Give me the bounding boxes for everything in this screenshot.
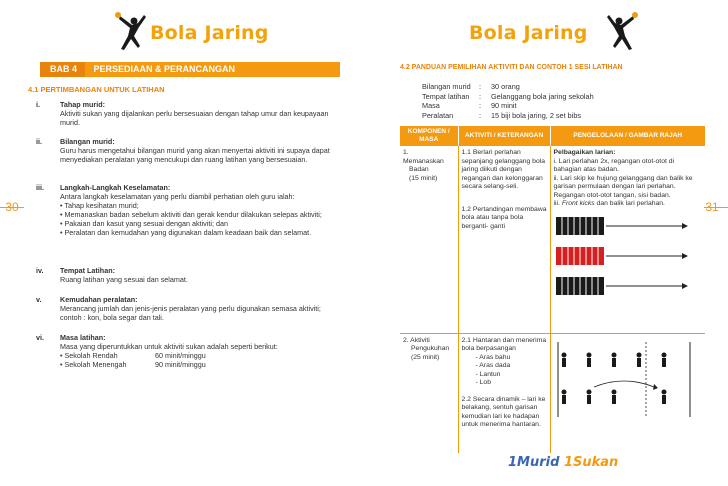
page-number: 30 xyxy=(5,200,19,214)
chapter-number: BAB 4 xyxy=(40,62,85,77)
runners-group-black xyxy=(556,217,688,235)
table-cell: 2. Aktiviti Pengukuhan (25 minit) xyxy=(400,333,458,453)
list-item: vi. Masa latihan: Masa yang diperuntukkan untuk aktiviti sukan adalah seperti berikut: • Sekolah Rendah 60 minit/minggu • Sekolah Menengah 90 minit/minggu xyxy=(60,333,335,369)
page-title: Bola Jaring xyxy=(150,22,269,44)
table-row xyxy=(400,146,705,333)
warmup-diagram xyxy=(554,215,694,303)
netball-player-icon xyxy=(605,12,639,56)
table-cell: 1. Memanaskan Badan (15 minit) xyxy=(400,146,458,333)
passing-diagram xyxy=(554,337,694,447)
table-header: PENGELOLAAN / GAMBAR RAJAH xyxy=(550,126,705,146)
list-item: i. Tahap murid: Aktiviti sukan yang dijalankan perlu bersesuaian dengan tahap umur dan keupayaan murid. xyxy=(36,100,329,127)
chapter-banner xyxy=(40,62,340,77)
section-heading: 4.1 PERTIMBANGAN UNTUK LATIHAN xyxy=(28,85,165,94)
netball-player-icon xyxy=(114,12,148,56)
runners-group-red xyxy=(556,247,688,265)
list-item: v. Kemudahan peralatan: Merancang jumlah dan jenis-jenis peralatan yang perlu digunakan semasa aktiviti; contoh : kon, bola segar dan tali. xyxy=(36,295,321,322)
time-row: • Sekolah Menengah 90 minit/minggu xyxy=(60,360,206,369)
table-cell: 1.1 Berlari perlahan sepanjang gelanggang bola jaring diikuti dengan regangan dan kelonggaran secara selang-seli. 1.2 Pertandingan membawa bola atau tanpa bola berganti- ganti xyxy=(458,146,550,333)
bullet-list: • Tahap kesihatan murid; • Memanaskan badan sebelum aktiviti dan gerak kendur dilakukan selepas aktiviti; • Pakaian dan kasut yang sesuai dengan aktiviti; dan • Peralatan dan kemudahan yang digunakan dalam keadaan baik dan selamat. xyxy=(60,201,335,237)
table-cell xyxy=(550,333,705,453)
table-header: KOMPONEN / MASA xyxy=(400,126,458,146)
runners-group-black xyxy=(556,277,688,295)
list-item: ii. Bilangan murid: Guru harus mengetahui bilangan murid yang akan menyertai aktiviti ini supaya dapat menyediakan peralatan yang mencukupi dan ruang latihan yang bersesuaian. xyxy=(36,137,330,164)
page-title: Bola Jaring xyxy=(469,22,588,44)
table-header: AKTIVITI / KETERANGAN xyxy=(458,126,550,146)
1murid-1sukan-logo: 1Murid 1Sukan xyxy=(508,455,619,470)
list-item: iii. Langkah-Langkah Keselamatan: Antara langkah keselamatan yang perlu diambil perhatian oleh guru ialah: • Tahap kesihatan murid; • Memanaskan badan sebelum aktiviti dan gerak kendur dilakukan selepas aktiviti; • Pakaian dan kasut yang sesuai dengan aktiviti; dan • Peralatan dan kemudahan yang digunakan dalam keadaan baik dan selamat. xyxy=(60,183,335,237)
chapter-title: PERSEDIAAN & PERANCANGAN xyxy=(93,64,236,74)
list-item: iv. Tempat Latihan: Ruang latihan yang sesuai dan selamat. xyxy=(36,266,188,284)
page-number: 31 xyxy=(705,200,719,214)
section-heading: 4.2 PANDUAN PEMILIHAN AKTIVITI DAN CONTOH 1 SESI LATIHAN xyxy=(400,64,623,71)
time-row: • Sekolah Rendah 60 minit/minggu xyxy=(60,351,206,360)
table-row xyxy=(400,333,705,453)
training-table xyxy=(400,126,705,453)
session-info: Bilangan murid : 30 orang Tempat latihan : Gelanggang bola jaring sekolah Masa : 90 minit Peralatan : 15 biji bola jaring, 2 set bibs xyxy=(422,82,594,120)
table-cell: Pelbagaikan larian: i. Lari perlahan 2x, regangan otot-otot di bahagian atas badan. ii. Lari skip ke hujung gelanggang dan balik ke garisan permulaan dengan lari perlahan. Regangan otot-otot tangan, sisi badan. iii. Front kicks dan balik lari perlahan. xyxy=(550,146,705,333)
table-cell: 2.1 Hantaran dan menerima bola berpasangan - Aras bahu - Aras dada - Lantun - Lob 2.2 Secara dinamik – lari ke belakang, sentuh garisan kemudian lari ke hadapan untuk menerima hantaran. xyxy=(458,333,550,453)
